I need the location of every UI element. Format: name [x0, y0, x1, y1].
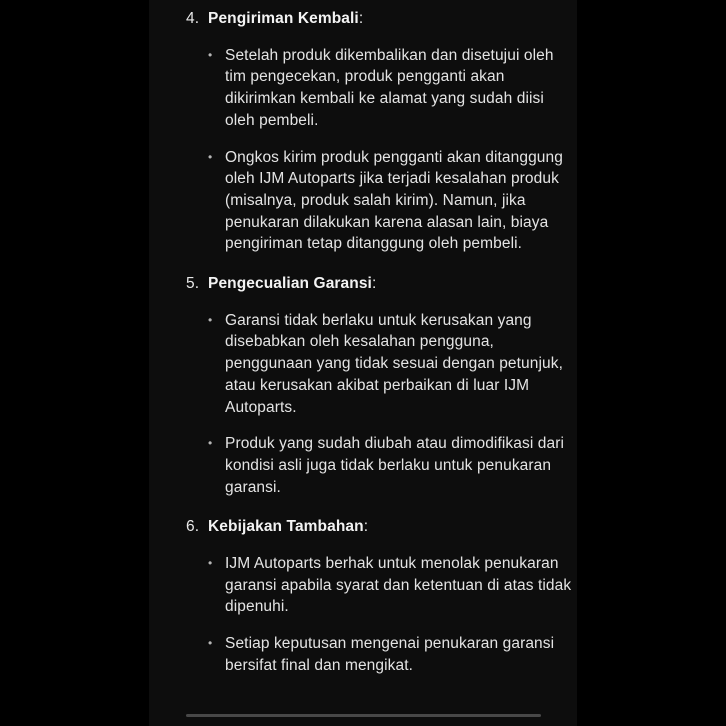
- section-title: [208, 273, 376, 295]
- bullet-text: Ongkos kirim produk pengganti akan ditanggung oleh IJM Autoparts jika terjadi kesalahan produk (misalnya, produk salah kirim). Namun, jika penukaran dilakukan karena alasan lain, biaya pengiriman tetap ditanggung oleh pembeli.: [225, 148, 563, 253]
- section-title-text: Pengecualian Garansi: [208, 275, 372, 293]
- policy-document: [186, 0, 578, 677]
- list-item: [208, 433, 578, 498]
- section-number: 4.: [186, 10, 200, 27]
- section-heading: [186, 8, 578, 30]
- section-number: 6.: [186, 518, 200, 536]
- bullet-text: IJM Autoparts berhak untuk menolak penukaran garansi apabila syarat dan ketentuan di atas tidak dipenuhi.: [225, 555, 572, 616]
- list-item: [208, 147, 578, 256]
- bullet-text: Garansi tidak berlaku untuk kerusakan yang disebabkan oleh kesalahan pengguna, penggunaan yang tidak sesuai dengan petunjuk, atau kerusakan akibat perbaikan di luar IJM Autoparts.: [225, 311, 564, 416]
- section-heading: [186, 273, 578, 295]
- section-title-colon: :: [363, 518, 369, 536]
- bullet-icon: •: [208, 47, 213, 62]
- bullet-text: Produk yang sudah diubah atau dimodifikasi dari kondisi asli juga tidak berlaku untuk penukaran garansi.: [225, 435, 565, 496]
- section-number: 5.: [186, 275, 200, 293]
- section-title-text: Pengiriman Kembali: [208, 10, 359, 27]
- bullet-icon: •: [208, 556, 213, 571]
- list-item: [208, 553, 578, 618]
- section-heading: [186, 516, 578, 538]
- section-title-text: Kebijakan Tambahan: [208, 518, 364, 536]
- list-item: [208, 45, 578, 132]
- bullet-icon: •: [208, 312, 213, 327]
- section-title: [208, 8, 363, 30]
- bullet-text: Setiap keputusan mengenai penukaran garansi bersifat final dan mengikat.: [225, 635, 555, 674]
- section-title-colon: :: [371, 275, 377, 293]
- bullet-icon: •: [208, 149, 213, 164]
- bullet-text: Setelah produk dikembalikan dan disetujui oleh tim pengecekan, produk pengganti akan dikirimkan kembali ke alamat yang sudah diisi oleh pembeli.: [225, 46, 554, 129]
- bullet-icon: •: [208, 636, 213, 651]
- section-title: [208, 516, 368, 538]
- section-title-colon: :: [358, 10, 364, 27]
- list-item: [208, 633, 578, 676]
- bullet-icon: •: [208, 436, 213, 451]
- divider: [186, 714, 541, 717]
- list-item: [208, 310, 578, 419]
